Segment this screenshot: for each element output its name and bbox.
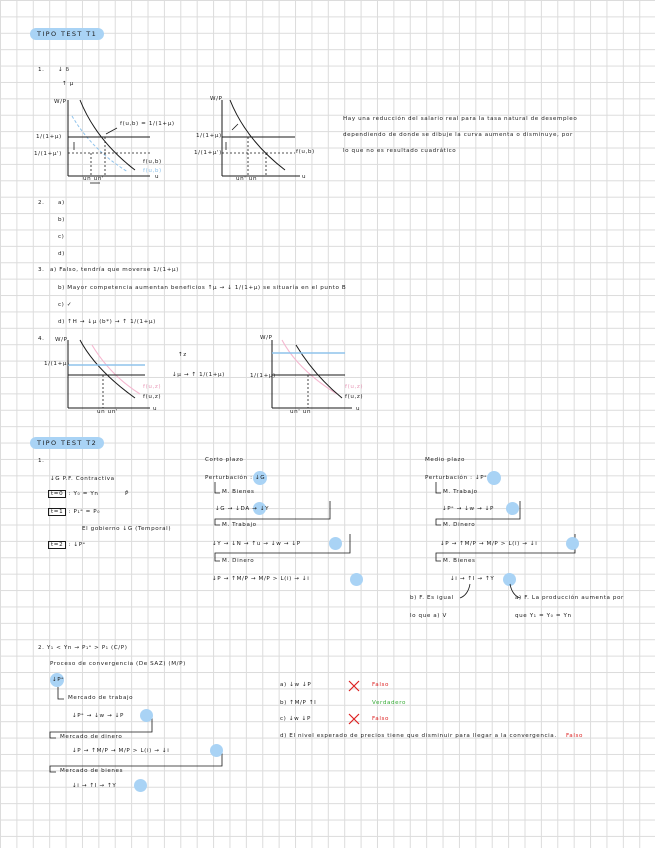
q2-b: b) [58, 217, 65, 223]
t2-q2-option-b: b) ↑M/P ↑I [280, 700, 317, 706]
q4-g1-f1: f(u,z) [143, 384, 162, 390]
cp-reasoning-1: ↓G → ↓DA → ↓Y [215, 506, 270, 512]
cp-market-3: M. Dinero [222, 558, 255, 564]
q4-mid-2: ↓μ → ↑ 1/(1+μ) [172, 372, 225, 378]
t2-q2-reasoning-1: ↓Pᵉ → ↓w → ↓P [72, 713, 125, 719]
q1-number: 1. [38, 67, 45, 73]
q1-g2-un: un' un [236, 176, 258, 182]
corto-plazo-title: Corto plazo [205, 457, 244, 463]
cp-market-1: M. Bienes [222, 489, 255, 495]
p-bar: P̄ [124, 491, 129, 497]
q1-g1-x: u [155, 174, 160, 180]
q1-text-line2: dependiendo de donde se dibuje la curva aumenta o disminuye, por [343, 132, 573, 138]
q2-c: c) [58, 234, 65, 240]
q3-d: d) ↑H → ↓μ (b*) → ↑ 1/(1+μ) [58, 319, 156, 325]
t2-q2-result-a: Falso [372, 682, 390, 688]
q4-g1-f2: f(u,z) [143, 394, 162, 400]
q2-a: a) [58, 200, 65, 206]
t2-q2-result-d: Falso [566, 733, 584, 739]
mp-market-2: M. Dinero [443, 522, 476, 528]
q4-number: 4. [38, 336, 45, 342]
cp-perturbation: Perturbación : ↓G [205, 475, 266, 481]
mp-reasoning-2: ↓P → ↑M/P → M/P > L(i) → ↓i [440, 541, 538, 547]
t0-text: : Y₀ = Yn [68, 491, 99, 497]
q1-g1-wp: W/P [54, 99, 67, 105]
q2-number: 2. [38, 200, 45, 206]
t2-q2-reasoning-3: ↓i → ↑I → ↑Y [72, 783, 117, 789]
t2-q2-option-d: d) El nivel esperado de precios tiene que disminuir para llegar a la convergencia. [280, 733, 557, 739]
q3-b: b) Mayor competencia aumentan beneficios ↑μ → ↓ 1/(1+μ) se situaría en el punto B [58, 285, 347, 291]
q1-line1: ↓ δ [58, 67, 70, 73]
t2-q2-process: Proceso de convergencia (De SAZ) (M/P) [50, 661, 186, 667]
t2-q2-market-3: Mercado de bienes [60, 768, 124, 774]
q2-d: d) [58, 251, 65, 257]
t2-q2-market-2: Mercado de dinero [60, 734, 123, 740]
q4-g1-wp: W/P [55, 337, 68, 343]
q3-number: 3. [38, 267, 45, 273]
answer-que: que Y₁ = Y₀ = Yn [515, 613, 572, 619]
q4-mid-1: ↑z [178, 352, 187, 358]
t2-box: t=2 [48, 541, 66, 549]
q4-g1-x: u [153, 406, 158, 412]
q4-g1-y: 1/(1+μ) [44, 361, 70, 367]
t2-q1-l1: ↓G P.F. Contractiva [50, 476, 115, 482]
q1-g1-y1: 1/(1+μ) [36, 134, 62, 140]
q1-g2-y1: 1/(1+μ) [196, 133, 222, 139]
q1-g2-f: f(u,b) [296, 149, 315, 155]
q1-line2: ↑ μ [62, 81, 74, 87]
mp-market-1: M. Trabajo [443, 489, 478, 495]
section-header-t2: TIPO TEST T2 [30, 437, 104, 449]
t2-q2-result-b: Verdadero [372, 700, 407, 706]
mp-reasoning-3: ↓i → ↑I → ↑Y [450, 576, 495, 582]
q1-text-line3: lo que no es resultado cuadrático [343, 148, 457, 154]
answer-a: a) F. La producción aumenta por [515, 595, 624, 601]
q4-g2-un: un' un [290, 409, 312, 415]
medio-plazo-title: Medio plazo [425, 457, 466, 463]
t0-box: t=0 [48, 490, 66, 498]
answer-lo-que: lo que a) V [410, 613, 447, 619]
q1-g1-f1: f(u,b) [143, 159, 162, 165]
q1-g1-f2: f(u,b) [143, 168, 162, 174]
cp-reasoning-3: ↓P → ↑M/P → M/P > L(i) → ↓i [212, 576, 310, 582]
t2-text: : ↓Pᵉ [68, 542, 86, 548]
q1-g1-y2: 1/(1+μ') [34, 151, 62, 157]
q3-a: a) Falso, tendría que moverse 1/(1+μ) [50, 267, 179, 273]
q4-g2-f3: f(u,z) [345, 384, 364, 390]
mp-market-3: M. Bienes [443, 558, 476, 564]
mp-reasoning-1: ↓Pᵉ → ↓w → ↓P [442, 506, 495, 512]
q4-g1-un: un un' [97, 409, 119, 415]
q1-text-line1: Hay una reducción del salario real para la tasa natural de desempleo [343, 116, 578, 122]
t2-q2-head: 2. Y₁ < Yn → P₁ᵉ > P₁ (C/P) [38, 645, 128, 651]
t1-text: : P₁ᵉ = P₀ [68, 509, 101, 515]
t2-q2-market-1: Mercado de trabajo [68, 695, 134, 701]
q1-g1-equation: f(u,b) = 1/(1+μ) [120, 121, 175, 127]
q3-c: c) ✓ [58, 302, 73, 308]
mp-perturbation: Perturbación : ↓Pᵉ [425, 475, 488, 481]
q1-g2-wp: W/P [210, 96, 223, 102]
t2-q2-option-c: c) ↓w ↓P [280, 716, 311, 722]
q4-g2-y: 1/(1+μ) [250, 373, 276, 379]
cp-reasoning-2: ↓Y → ↓N → ↑u → ↓w → ↓P [212, 541, 301, 547]
t2-q2-option-a: a) ↓w ↓P [280, 682, 312, 688]
q4-g2-wp: W/P [260, 335, 273, 341]
q1-g2-x: u [302, 174, 307, 180]
t2-q2-reasoning-2: ↓P → ↑M/P → M/P > L(i) → ↓i [72, 748, 170, 754]
q4-g2-x: u [356, 406, 361, 412]
answer-b: b) F. Es igual [410, 595, 454, 601]
cp-market-2: M. Trabajo [222, 522, 257, 528]
q1-g1-un: un un' [83, 176, 105, 182]
q1-g2-y2: 1/(1+μ') [194, 150, 222, 156]
t2-q2-start: ↓Pᵉ [52, 677, 65, 683]
section-header-t1: TIPO TEST T1 [30, 28, 104, 40]
t2-q2-result-c: Falso [372, 716, 390, 722]
t2-q1-number: 1. [38, 458, 45, 464]
q4-g2-f4: f(u,z) [345, 394, 364, 400]
t2-q1-l4: El gobierno ↓G (Temporal) [82, 526, 172, 532]
t1-box: t=1 [48, 508, 66, 516]
